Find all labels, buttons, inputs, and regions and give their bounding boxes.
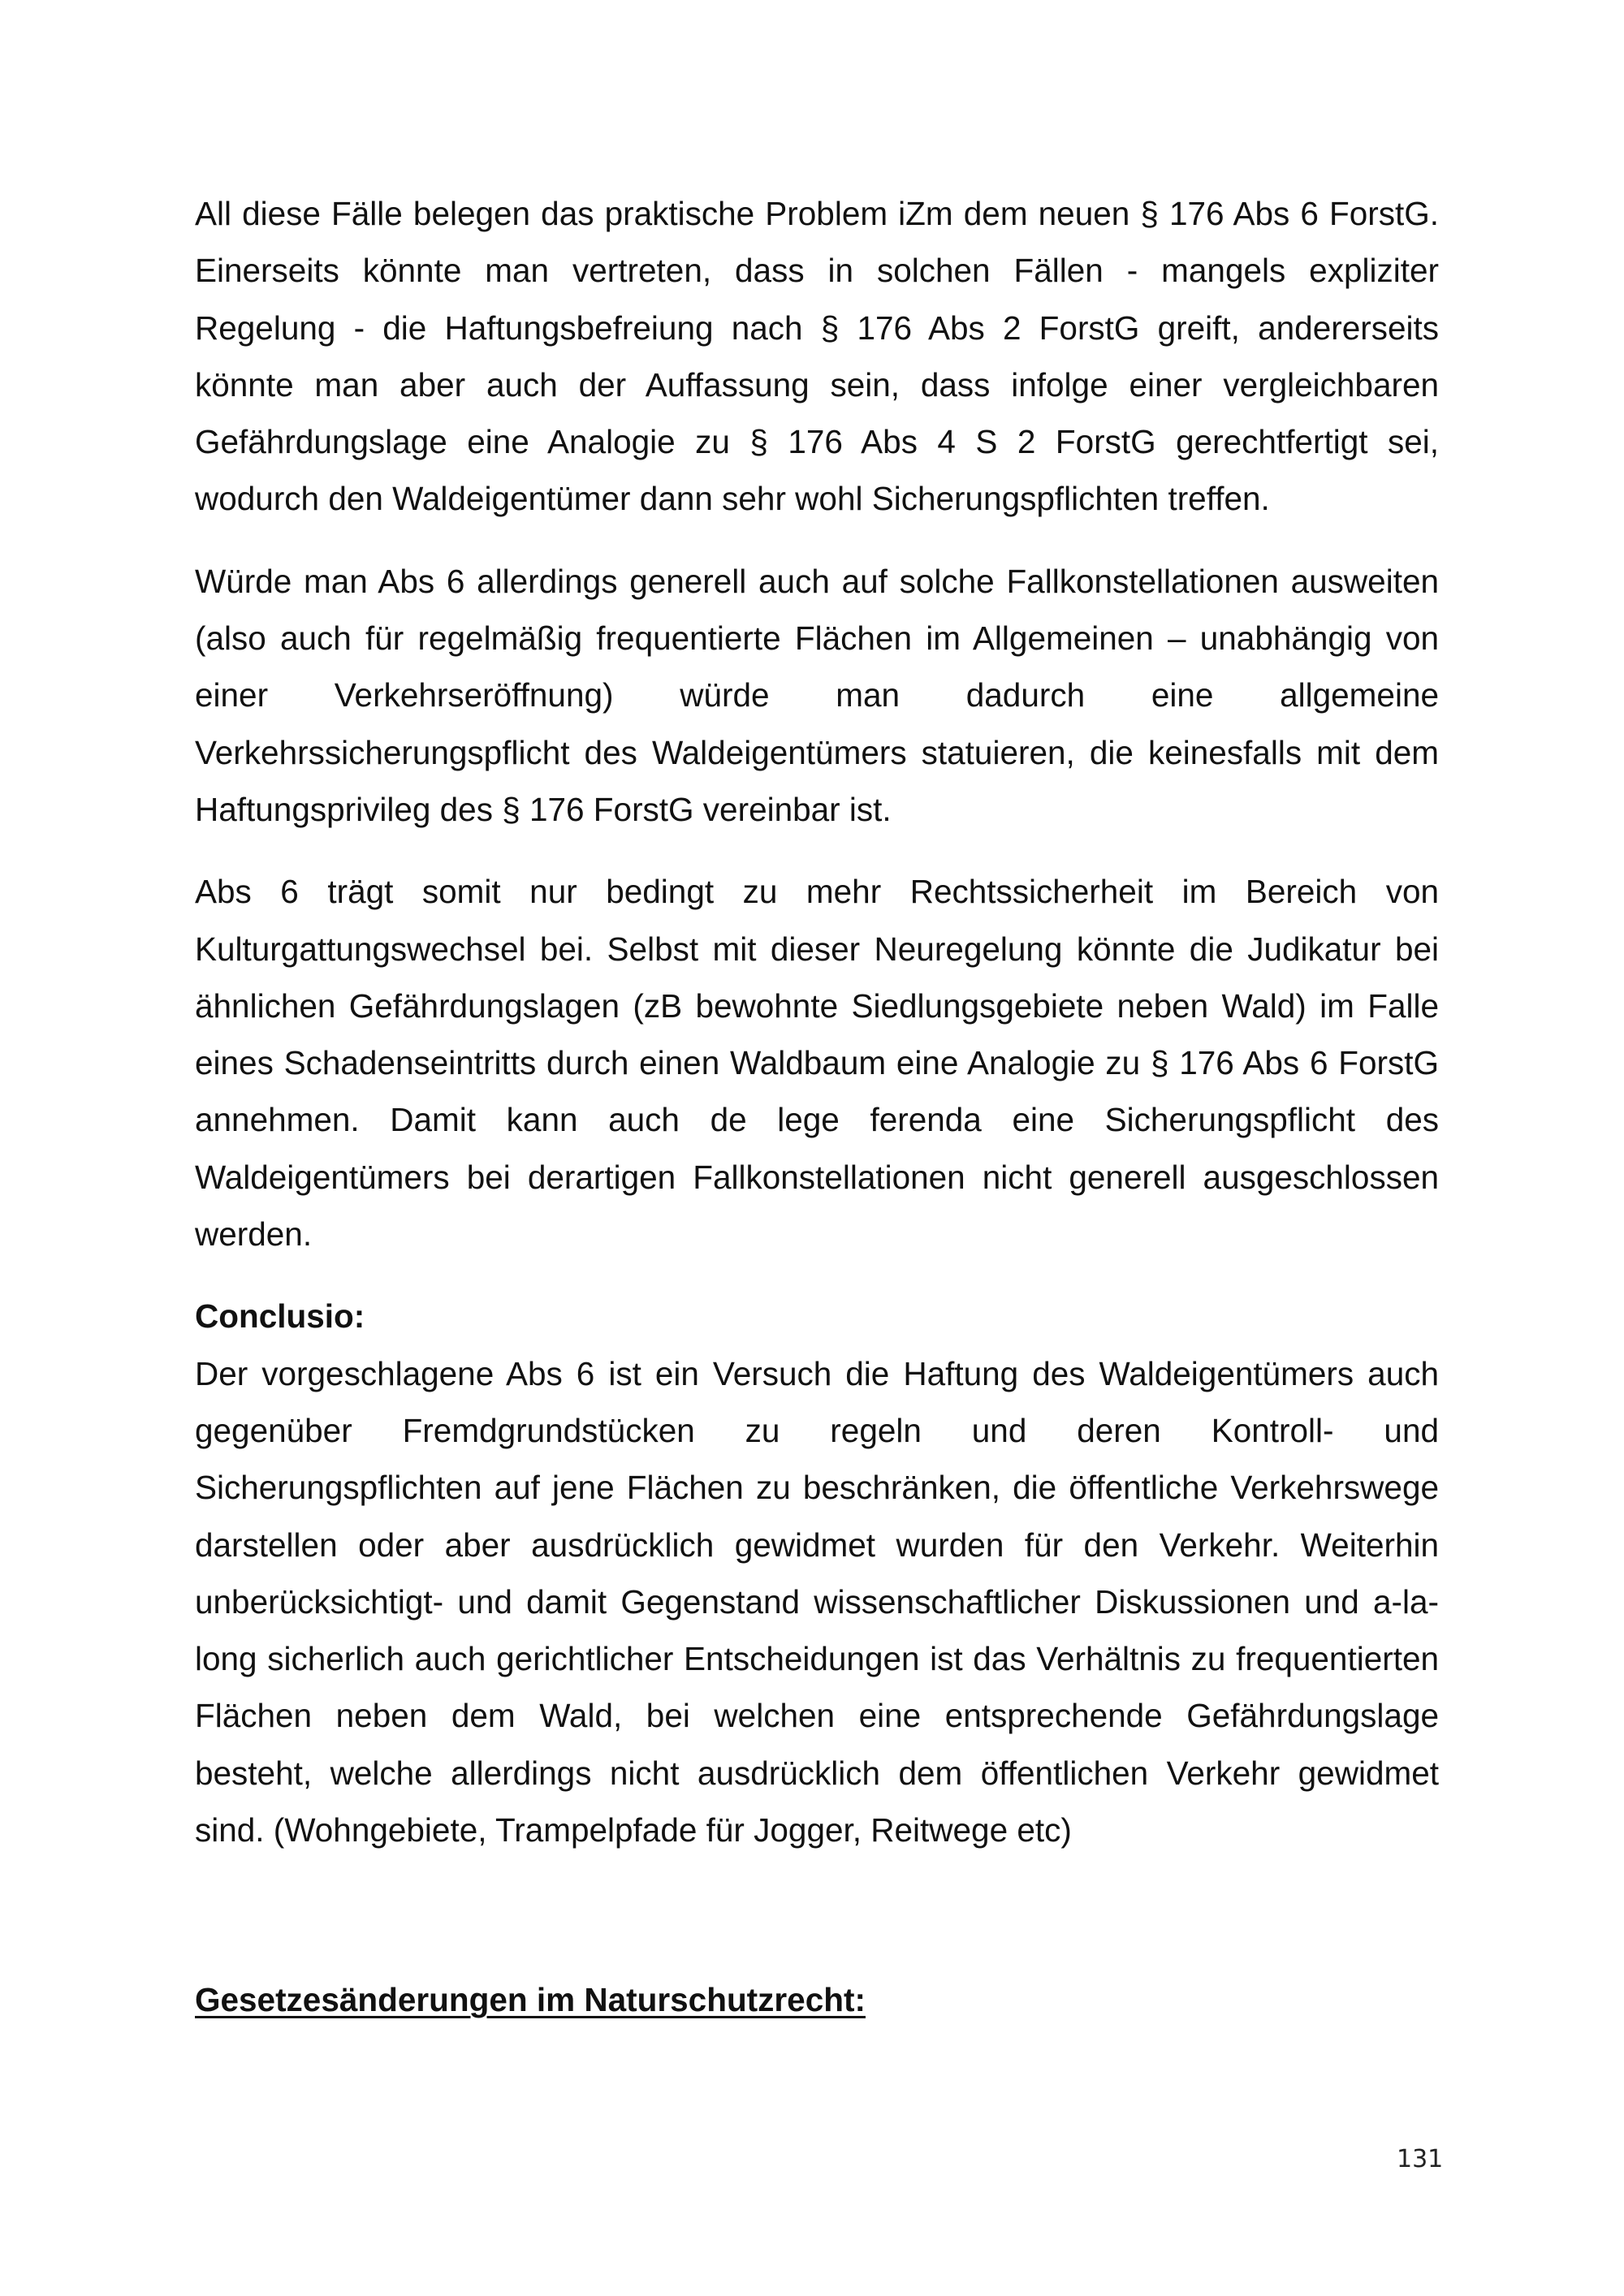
paragraph-abs6-extension: Würde man Abs 6 allerdings generell auch auf solche Fallkonstellationen ausweiten (also auch für regelmäßig frequentierte Flächen im Allgemeinen – unabhängig von einer Verkehrseröffnung) würde man dadurch eine allgemeine Verkehrssicherungspflicht des Waldeigentümers statuieren, die keinesfalls mit dem Haftungsprivileg des § 176 ForstG vereinbar ist. [195,562,1439,828]
paragraph-forstg-problem: All diese Fälle belegen das praktische Problem iZm dem neuen § 176 Abs 6 ForstG. Einerseits könnte man vertreten, dass in solchen Fällen - mangels expliziter Regelung - die Haftungsbefreiung nach § 176 Abs 2 ForstG greift, andererseits könnte man aber auch der Auffassung sein, dass infolge einer vergleichbaren Gefährdungslage eine Analogie zu § 176 Abs 4 S 2 ForstG gerechtfertigt sei, wodurch den Waldeigentümer dann sehr wohl Sicherungspflichten treffen. [195,195,1439,518]
section-heading-naturschutzrecht: Gesetzesänderungen im Naturschutzrecht: [195,1981,866,2018]
page-number: 131 [1397,2145,1444,2173]
conclusio-paragraph: Der vorgeschlagene Abs 6 ist ein Versuch die Haftung des Waldeigentümers auch gegenüber Fremdgrundstücken zu regeln und deren Kontroll- und Sicherungspflichten auf jene Flächen zu beschränken, die öffentliche Verkehrswege darstellen oder aber ausdrücklich gewidmet wurden für den Verkehr. Weiterhin unberücksichtigt- und damit Gegenstand wissenschaftlicher Diskussionen und a-la-long sicherlich auch gerichtlicher Entscheidungen ist das Verhältnis zu frequentierten Flächen neben dem Wald, bei welchen eine entsprechende Gefährdungslage besteht, welche allerdings nicht ausdrücklich dem öffentlichen Verkehr gewidmet sind. (Wohngebiete, Trampelpfade für Jogger, Reitwege etc) [195,1354,1439,1849]
document-body [195,185,1439,1858]
conclusio-heading: Conclusio: [195,1297,365,1336]
paragraph-legal-certainty: Abs 6 trägt somit nur bedingt zu mehr Rechtssicherheit im Bereich von Kulturgattungswechsel bei. Selbst mit dieser Neuregelung könnte die Judikatur bei ähnlichen Gefährdungslagen (zB bewohnte Siedlungsgebiete neben Wald) im Falle eines Schadenseintritts durch einen Waldbaum eine Analogie zu § 176 Abs 6 ForstG annehmen. Damit kann auch de lege ferenda eine Sicherungspflicht des Waldeigentümers bei derartigen Fallkonstellationen nicht generell ausgeschlossen werden. [195,873,1439,1254]
